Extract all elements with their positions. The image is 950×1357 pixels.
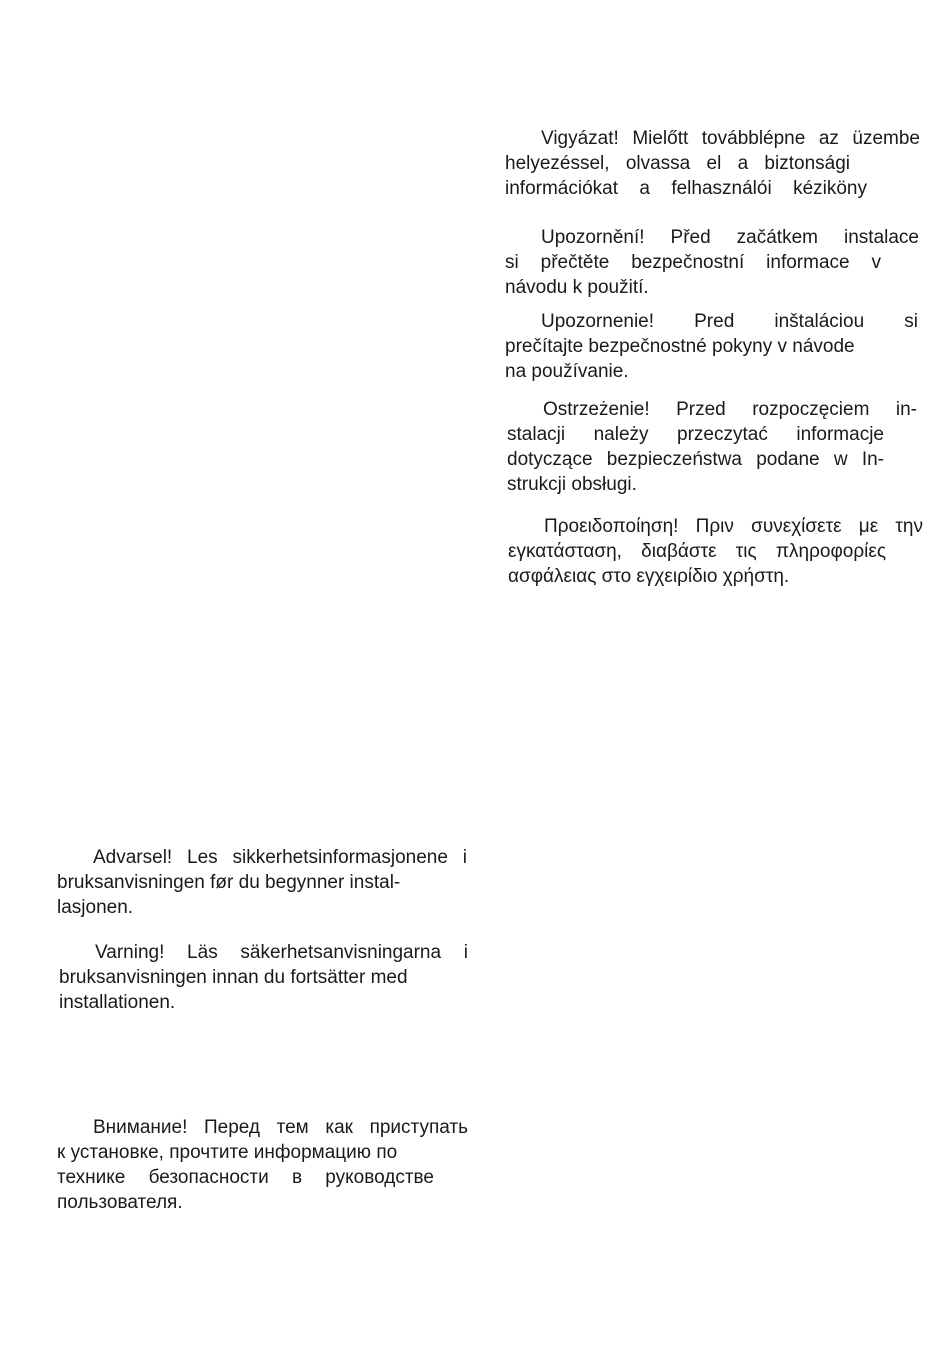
warning-greek <box>508 514 923 589</box>
warning-line: návodu k použití. <box>505 277 649 298</box>
warning-line: si přečtěte bezpečnostní informace v <box>505 252 881 273</box>
warning-line: Προειδοποίηση! Πριν συνεχίσετε με την <box>544 516 923 537</box>
warning-line: prečítajte bezpečnostné pokyny v návode <box>505 336 855 357</box>
warning-slovak <box>505 309 918 384</box>
warning-line: Vigyázat! Mielőtt továbblépne az üzembe <box>541 128 920 149</box>
warning-line: bruksanvisningen innan du fortsätter med <box>59 967 408 988</box>
warning-norwegian <box>57 845 467 920</box>
warning-line: к установке, прочтите информацию по <box>57 1142 398 1163</box>
warning-line: Ostrzeżenie! Przed rozpoczęciem in- <box>543 399 917 420</box>
warning-line: na používanie. <box>505 361 629 382</box>
warning-line: információkat a felhasználói kéziköny <box>505 178 867 199</box>
warning-line: helyezéssel, olvassa el a biztonsági <box>505 153 850 174</box>
warning-line: ασφάλειας στο εγχειρίδιο χρήστη. <box>508 566 790 587</box>
warning-russian <box>57 1115 468 1215</box>
warning-line: Внимание! Перед тем как приступать <box>93 1117 468 1138</box>
warning-czech <box>505 225 919 300</box>
warning-line: lasjonen. <box>57 897 134 918</box>
warning-line: Upozornění! Před začátkem instalace <box>541 227 919 248</box>
warning-line: stalacji należy przeczytać informacje <box>507 424 884 445</box>
warning-hungarian <box>505 126 920 201</box>
warning-swedish <box>59 940 468 1015</box>
warning-line: технике безопасности в руководстве <box>57 1167 434 1188</box>
warning-line: installationen. <box>59 992 176 1013</box>
warning-line: Varning! Läs säkerhetsanvisningarna i <box>95 942 468 963</box>
warning-line: εγκατάσταση, διαβάστε τις πληροφορίες <box>508 541 886 562</box>
warning-line: Advarsel! Les sikkerhetsinformasjonene i <box>93 847 467 868</box>
warning-line: dotyczące bezpieczeństwa podane w In- <box>507 449 884 470</box>
warning-line: bruksanvisningen før du begynner instal- <box>57 872 401 893</box>
warning-polish <box>507 397 917 497</box>
warning-line: strukcji obsługi. <box>507 474 637 495</box>
warning-line: Upozornenie! Pred inštaláciou si <box>541 311 918 332</box>
warning-line: пользователя. <box>57 1192 183 1213</box>
